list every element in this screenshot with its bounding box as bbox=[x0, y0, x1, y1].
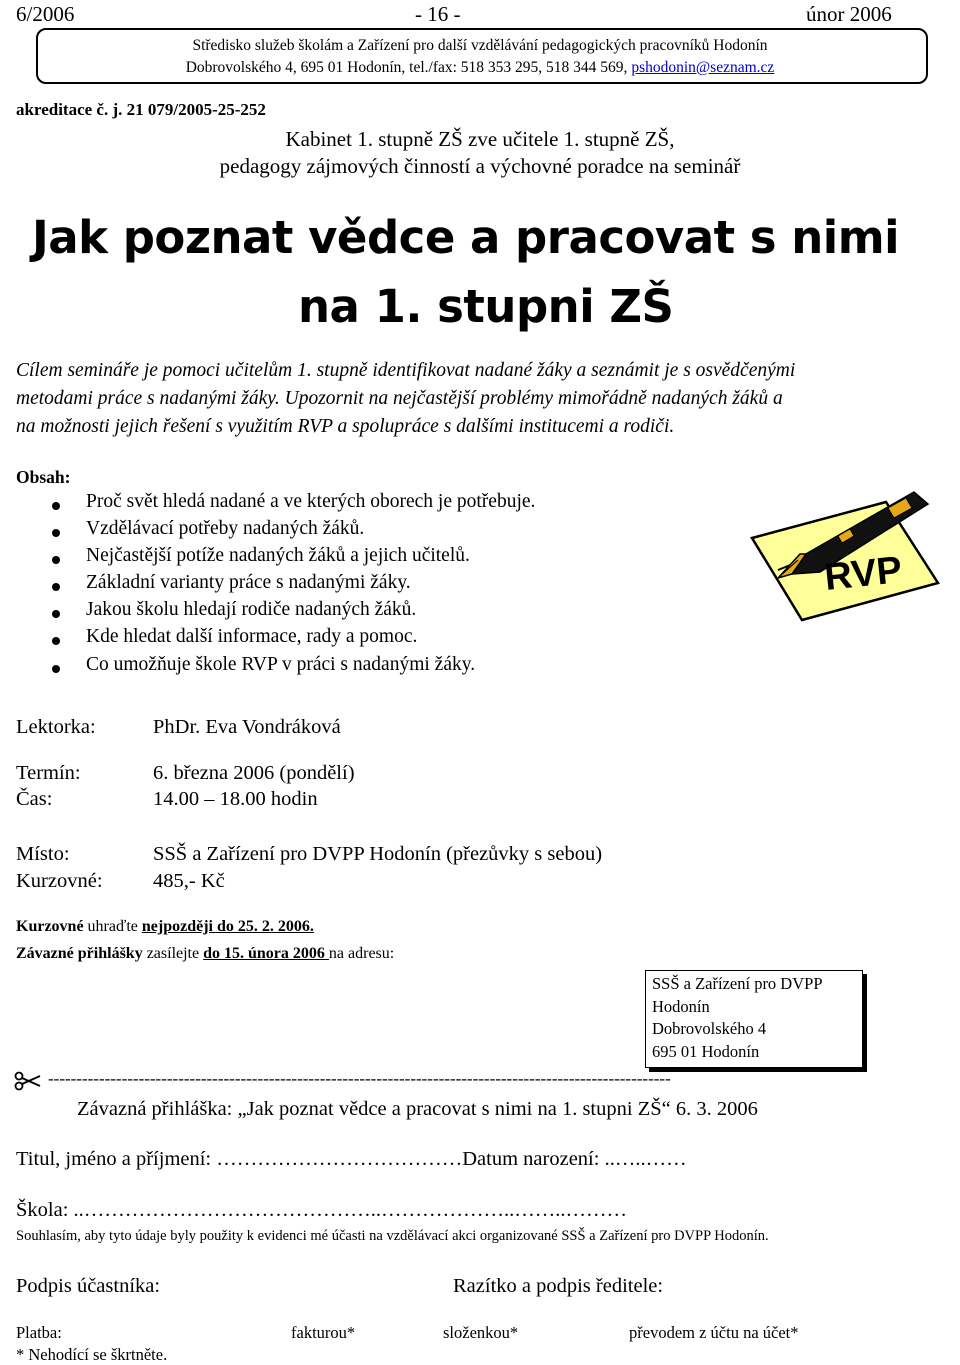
application-note bbox=[16, 945, 394, 963]
application-deadline: do 15. února 2006 bbox=[203, 945, 329, 962]
lecturer-label: Lektorka: bbox=[16, 716, 96, 738]
bullet-icon bbox=[52, 502, 60, 510]
participant-signature-label: Podpis účastníka: bbox=[16, 1275, 161, 1297]
application-note-bold: Závazné přihlášky bbox=[16, 945, 143, 962]
name-field[interactable]: Titul, jméno a příjmení: ………………………………Datum narození: ..…..…… bbox=[16, 1148, 687, 1170]
accreditation-number: akreditace č. j. 21 079/2005-25-252 bbox=[16, 100, 266, 119]
goal-line-2: metodami práce s nadanými žáky. Upozornit na nejčastější problémy mimořádně nadaných žáků a bbox=[16, 388, 783, 409]
bullet-icon bbox=[52, 610, 60, 618]
organization-contact bbox=[0, 59, 960, 77]
lecturer-value: PhDr. Eva Vondráková bbox=[153, 716, 341, 738]
address-line: 695 01 Hodonín bbox=[652, 1041, 760, 1061]
place-label: Místo: bbox=[16, 843, 70, 865]
fee-value: 485,- Kč bbox=[153, 870, 225, 892]
contents-item: Nejčastější potíže nadaných žáků a jejich učitelů. bbox=[86, 545, 470, 566]
issue-number: 6/2006 bbox=[16, 2, 75, 26]
fee-label: Kurzovné: bbox=[16, 870, 103, 892]
bullet-icon bbox=[52, 583, 60, 591]
address-line: Hodonín bbox=[652, 996, 710, 1016]
payment-deadline: nejpozději do 25. 2. 2006. bbox=[141, 918, 314, 935]
contents-item: Základní varianty práce s nadanými žáky. bbox=[86, 572, 411, 593]
issue-date: únor 2006 bbox=[806, 2, 892, 26]
organization-name: Středisko služeb školám a Zařízení pro další vzdělávání pedagogických pracovníků Hodonín bbox=[192, 37, 768, 54]
application-note-mid: zasílejte bbox=[142, 945, 204, 962]
address-line: SSŠ a Zařízení pro DVPP bbox=[652, 974, 823, 993]
mailing-address-box bbox=[645, 970, 863, 1068]
audience-line-1: Kabinet 1. stupně ZŠ zve učitele 1. stupně ZŠ, bbox=[285, 127, 675, 151]
seminar-title-line-1: Jak poznat vědce a pracovat s nimi bbox=[32, 211, 900, 264]
time-value: 14.00 – 18.00 hodin bbox=[153, 788, 318, 810]
address-line: Dobrovolského 4 bbox=[652, 1019, 767, 1038]
bullet-icon bbox=[52, 529, 60, 537]
goal-line-1: Cílem semináře je pomoci učitelům 1. stupně identifikovat nadané žáky a seznámit je s osvědčenými bbox=[16, 360, 796, 381]
contents-item: Kde hledat další informace, rady a pomoc. bbox=[86, 626, 418, 647]
time-label: Čas: bbox=[16, 788, 53, 810]
payment-label: Platba: bbox=[16, 1323, 62, 1342]
seminar-title-line-2: na 1. stupni ZŠ bbox=[298, 280, 674, 333]
organization-email-link[interactable]: pshodonin@seznam.cz bbox=[631, 59, 775, 76]
organization-address: Dobrovolského 4, 695 01 Hodonín, tel./fax: 518 353 295, 518 344 569, bbox=[185, 59, 632, 76]
place-value: SSŠ a Zařízení pro DVPP Hodonín (přezůvky s sebou) bbox=[153, 843, 603, 865]
school-field[interactable]: Škola: ..……………………………………..………………..……..……… bbox=[16, 1199, 628, 1221]
form-heading: Závazná přihláška: „Jak poznat vědce a pracovat s nimi na 1. stupni ZŠ“ 6. 3. 2006 bbox=[77, 1098, 758, 1120]
contents-item: Proč svět hledá nadané a ve kterých oborech je potřebuje. bbox=[86, 491, 536, 512]
payment-note bbox=[16, 918, 314, 936]
payment-note-mid: uhraďte bbox=[83, 918, 142, 935]
bullet-icon bbox=[52, 556, 60, 564]
goal-line-3: na možnosti jejich řešení s využitím RVP a spolupráce s dalšími institucemi a rodiči. bbox=[16, 416, 675, 437]
bullet-icon bbox=[52, 637, 60, 645]
payment-option-bank-transfer[interactable]: převodem z účtu na účet* bbox=[629, 1323, 799, 1342]
audience-line-2: pedagogy zájmových činností a výchovné poradce na seminář bbox=[219, 154, 741, 178]
bullet-icon bbox=[52, 665, 60, 673]
principal-signature-label: Razítko a podpis ředitele: bbox=[453, 1275, 664, 1297]
footnote: * Nehodící se škrtněte. bbox=[16, 1345, 168, 1364]
payment-note-bold: Kurzovné bbox=[16, 918, 84, 935]
payment-option-postal-order[interactable]: složenkou* bbox=[443, 1323, 519, 1342]
contents-item: Jakou školu hledají rodiče nadaných žáků. bbox=[86, 599, 417, 620]
contents-item: Vzdělávací potřeby nadaných žáků. bbox=[86, 518, 365, 539]
date-label: Termín: bbox=[16, 762, 81, 784]
payment-option-invoice[interactable]: fakturou* bbox=[291, 1323, 356, 1342]
contents-item: Co umožňuje škole RVP v práci s nadanými žáky. bbox=[86, 654, 476, 675]
application-note-end: na adresu: bbox=[328, 945, 395, 962]
consent-text: Souhlasím, aby tyto údaje byly použity k evidenci mé účasti na vzdělávací akci organizované SSŠ a Zařízení pro DVPP Hodonín. bbox=[16, 1228, 769, 1244]
cut-line: -------------------------------------------------------------------------------------------------------------- bbox=[48, 1069, 671, 1088]
scissors-icon bbox=[14, 1071, 42, 1091]
rvp-label: RVP bbox=[822, 549, 904, 599]
contents-label: Obsah: bbox=[16, 467, 71, 487]
pen-on-paper-icon bbox=[738, 478, 948, 628]
date-value: 6. března 2006 (pondělí) bbox=[153, 762, 355, 784]
page-number: - 16 - bbox=[415, 2, 461, 26]
